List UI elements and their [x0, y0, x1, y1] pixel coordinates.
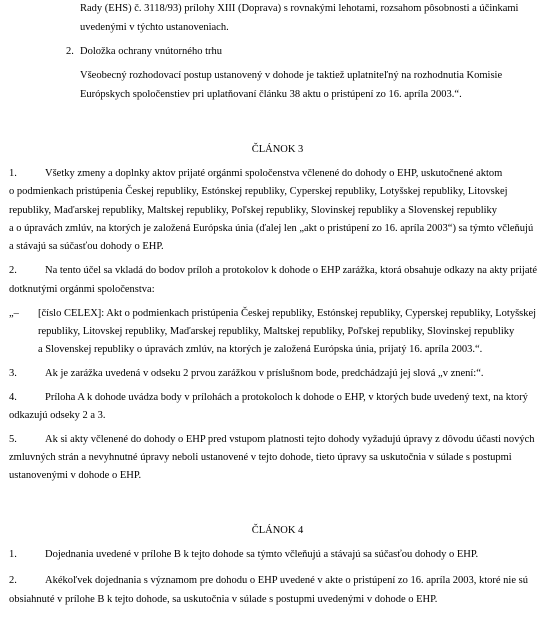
- article3-p2-line-1: Na tento účel sa vkladá do bodov príloh a protokolov k dohode o EHP zarážka, ktorá obsahuje odkazy na akty prijaté: [45, 265, 538, 276]
- top-paragraph-line-1: Rady (EHS) č. 3118/93) prílohy XIII (Doprava) s rovnakými lehotami, rozsahom pôsobnosti a účinkami: [80, 3, 519, 14]
- article3-quote-marker: „–: [9, 308, 19, 319]
- article4-p2-number: 2.: [9, 575, 17, 586]
- article3-p3-line-1: Ak je zarážka uvedená v odseku 2 prvou zarážkou v príslušnom bode, predchádzajú jej slová „v znení:“.: [45, 368, 484, 379]
- clause2-title: Doložka ochrany vnútorného trhu: [80, 46, 223, 57]
- article3-p3-number: 3.: [9, 368, 17, 379]
- article4-p2-line-1: Akékoľvek dojednania s významom pre dohodu o EHP uvedené v akte o pristúpení zo 16. apríla 2003, ktoré nie sú: [45, 575, 528, 586]
- article3-p1-line-3: republiky, Maďarskej republiky, Maltskej republiky, Poľskej republiky, Slovinskej republiky a Slovenskej republiky: [9, 205, 498, 216]
- top-paragraph-line-2: uvedenými v týchto ustanoveniach.: [80, 22, 229, 33]
- article3-p5-line-2: zmluvných strán a nevyhnutné úpravy neboli ustanovené v tejto dohode, tieto úpravy sa uskutočnia v súlade s postupmi: [9, 452, 512, 463]
- article3-p1-number: 1.: [9, 168, 17, 179]
- clause2-number: 2.: [66, 46, 74, 57]
- article3-quote-line-3: a Slovenskej republiky o úpravách zmlúv, na ktorých je založená Európska únia, prijatý 16. apríla 2003.“.: [38, 344, 483, 355]
- clause2-line-2: Európskych spoločenstiev pri uplatňovaní článku 38 aktu o pristúpení zo 16. apríla 2003.“.: [80, 89, 462, 100]
- article3-p1-line-5: a stávajú sa súčasťou dohody o EHP.: [9, 241, 164, 252]
- clause2-line-1: Všeobecný rozhodovací postup ustanovený v dohode je taktiež uplatniteľný na rozhodnutia Komisie: [80, 70, 503, 81]
- article3-p4-line-1: Príloha A k dohode uvádza body v prílohách a protokoloch k dohode o EHP, v ktorých bude uvedený text, na ktorý: [45, 392, 528, 403]
- article3-p2-line-2: dotknutými orgánmi spoločenstva:: [9, 284, 155, 295]
- article4-p1-number: 1.: [9, 549, 17, 560]
- article4-p1-line-1: Dojednania uvedené v prílohe B k tejto dohode sa týmto včleňujú a stávajú sa súčasťou dohody o EHP.: [45, 549, 479, 560]
- article3-p4-line-2: odkazujú odseky 2 a 3.: [9, 410, 106, 421]
- article3-p1-line-4: a o úpravách zmlúv, na ktorých je založená Európska únia (ďalej len „akt o pristúpení zo 16. apríla 2003“) sa týmto včleňujú: [9, 223, 534, 234]
- article3-p4-number: 4.: [9, 392, 17, 403]
- article4-p2-line-2: obsiahnuté v prílohe B k tejto dohode, sa uskutočnia v súlade s postupmi uvedenými v dohode o EHP.: [9, 594, 438, 605]
- article3-p5-line-3: ustanovenými v dohode o EHP.: [9, 470, 142, 481]
- article3-p5-number: 5.: [9, 434, 17, 445]
- article3-p1-line-2: o podmienkach pristúpenia Českej republiky, Estónskej republiky, Cyperskej republiky, Lotyšskej republiky, Litovskej: [9, 186, 508, 197]
- article3-p2-number: 2.: [9, 265, 17, 276]
- article3-p1-line-1: Všetky zmeny a doplnky aktov prijaté orgánmi spoločenstva včlenené do dohody o EHP, uskutočnené aktom: [45, 168, 503, 179]
- article3-heading: ČLÁNOK 3: [251, 144, 304, 155]
- article4-heading: ČLÁNOK 4: [251, 525, 304, 536]
- article3-quote-line-1: [číslo CELEX]: Akt o podmienkach pristúpenia Českej republiky, Estónskej republiky, Cyperskej republiky, Lotyšskej: [38, 308, 537, 319]
- article3-quote-line-2: republiky, Litovskej republiky, Maďarskej republiky, Maltskej republiky, Poľskej republiky, Slovinskej republiky: [38, 326, 515, 337]
- article3-p5-line-1: Ak si akty včlenené do dohody o EHP pred vstupom platnosti tejto dohody vyžadujú úpravy z dôvodu účasti nových: [45, 434, 535, 445]
